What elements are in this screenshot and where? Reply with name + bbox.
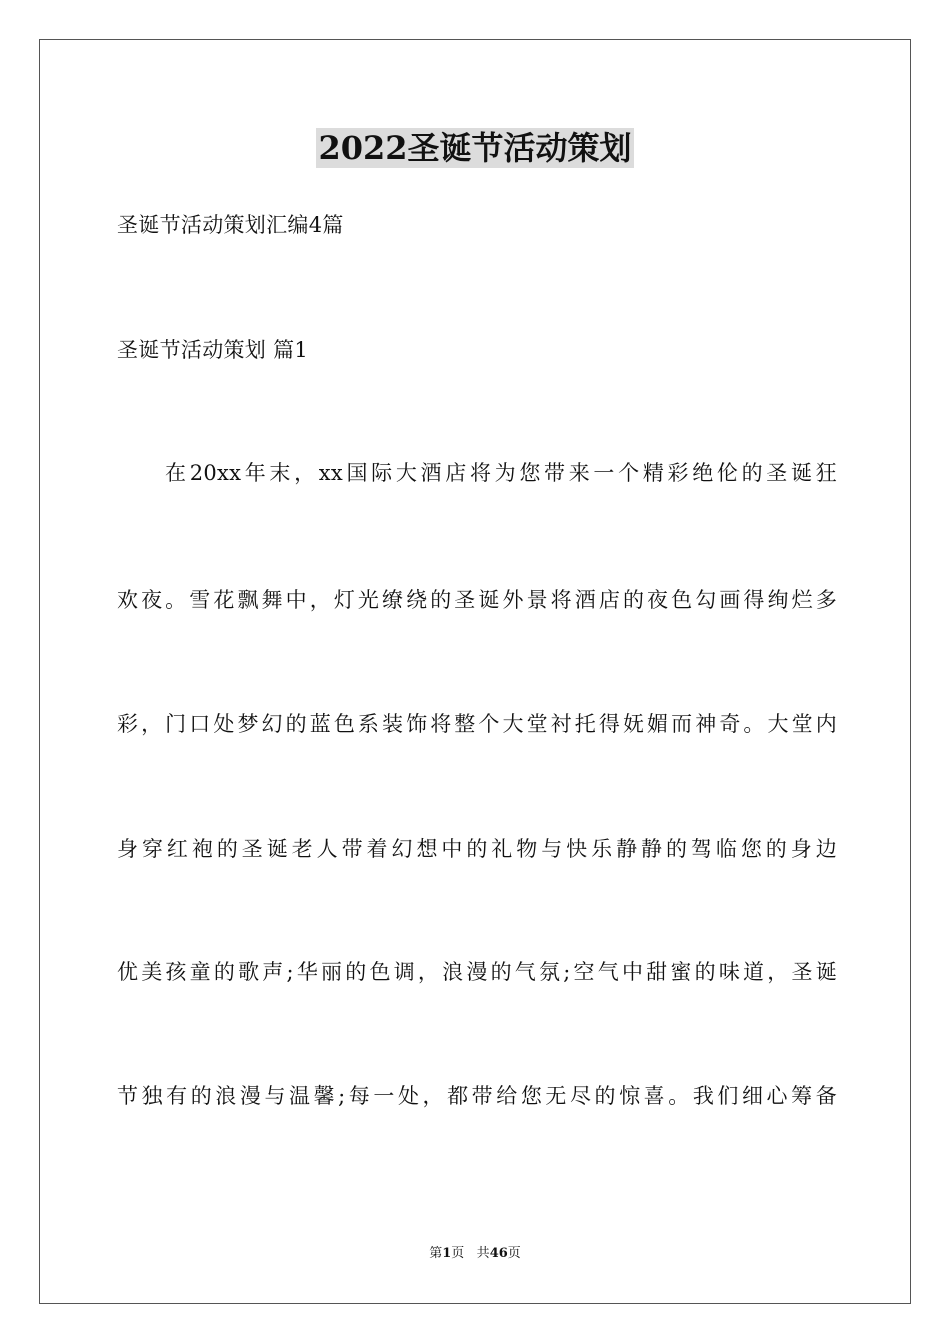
paragraph-line-4: 身穿红袍的圣诞老人带着幻想中的礼物与快乐静静的驾临您的身边 — [117, 837, 837, 861]
footer-total-suffix: 页 — [507, 1246, 521, 1261]
footer-total-prefix: 共 — [476, 1246, 490, 1261]
paragraph-line-6: 节独有的浪漫与温馨;每一处，都带给您无尽的惊喜。我们细心筹备 — [117, 1084, 837, 1108]
document-subtitle: 圣诞节活动策划汇编4篇 — [117, 213, 344, 237]
section-heading: 圣诞节活动策划 篇1 — [117, 338, 309, 362]
paragraph-line-3: 彩，门口处梦幻的蓝色系装饰将整个大堂衬托得妩媚而神奇。大堂内 — [117, 712, 837, 736]
paragraph-line-1: 在20xx年末，xx国际大酒店将为您带来一个精彩绝伦的圣诞狂 — [165, 461, 837, 485]
paragraph-line-5: 优美孩童的歌声;华丽的色调，浪漫的气氛;空气中甜蜜的味道，圣诞 — [117, 960, 837, 984]
footer-page-suffix: 页 — [451, 1246, 465, 1261]
title-container — [0, 128, 950, 168]
document-title: 2022圣诞节活动策划 — [318, 129, 632, 167]
page-footer — [0, 1245, 950, 1263]
footer-page-prefix: 第 — [429, 1246, 443, 1261]
footer-total-pages: 46 — [489, 1246, 508, 1261]
paragraph-line-2: 欢夜。雪花飘舞中，灯光缭绕的圣诞外景将酒店的夜色勾画得绚烂多 — [117, 588, 837, 612]
footer-page-number: 1 — [442, 1246, 452, 1261]
